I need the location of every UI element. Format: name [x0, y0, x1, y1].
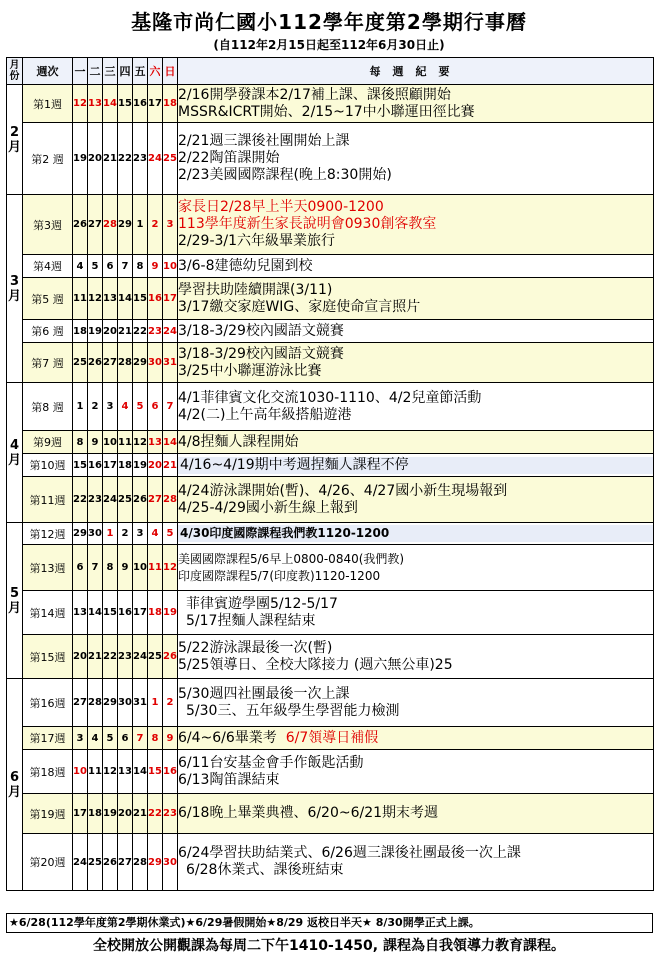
day-cell: 24	[73, 834, 88, 891]
day-cell: 8	[148, 727, 163, 750]
footer-line: 全校開放公開觀課為每周二下午1410-1450, 課程為自我領導力教育課程。	[93, 938, 565, 954]
day-cell: 22	[148, 794, 163, 834]
event-line: 3/25中小聯運游泳比賽	[178, 362, 322, 379]
day-cell: 19	[133, 454, 148, 477]
event-line: 4/1菲律賓文化交流1030-1110、4/2兒童節活動	[178, 389, 482, 406]
day-cell: 30	[118, 679, 133, 727]
day-cell: 7	[118, 255, 133, 278]
day-cell: 15	[133, 278, 148, 320]
day-cell: 3	[73, 727, 88, 750]
week-events	[178, 635, 654, 679]
day-cell: 30	[148, 343, 163, 383]
week-events	[178, 679, 654, 727]
day-cell: 17	[163, 278, 178, 320]
week-events	[178, 195, 654, 255]
day-cell: 23	[88, 477, 103, 523]
day-cell: 19	[88, 320, 103, 343]
day-cell: 18	[73, 320, 88, 343]
day-cell: 21	[118, 320, 133, 343]
week-row	[7, 195, 654, 255]
day-cell: 15	[103, 591, 118, 635]
day-cell: 13	[88, 85, 103, 123]
day-cell: 28	[133, 834, 148, 891]
week-label: 第13週	[23, 545, 73, 591]
event-line: 6/24學習扶助結業式、6/26週三課後社團最後一次上課	[178, 845, 521, 861]
week-row	[7, 591, 654, 635]
day-cell: 4	[73, 255, 88, 278]
header-row	[7, 58, 654, 85]
week-label: 第12週	[23, 523, 73, 545]
week-label: 第14週	[23, 591, 73, 635]
week-events	[178, 794, 654, 834]
header-day-thu: 四	[118, 58, 133, 85]
day-cell: 15	[148, 750, 163, 794]
event-line: 2/16開學發課本2/17補上課、課後照顧開始	[178, 86, 451, 103]
day-cell: 15	[118, 85, 133, 123]
day-cell: 25	[88, 834, 103, 891]
week-events	[178, 477, 654, 523]
event-line: 2/29-3/1六年級畢業旅行	[178, 233, 336, 249]
event-line: 5/17捏麵人課程結束	[186, 612, 316, 629]
day-cell: 26	[73, 195, 88, 255]
day-cell: 10	[73, 750, 88, 794]
day-cell: 1	[73, 383, 88, 431]
week-row	[7, 545, 654, 591]
week-row	[7, 278, 654, 320]
event-line: 家長日2/28早上半天0900-1200	[178, 199, 384, 215]
event-text: 6/4~6/6畢業考	[178, 729, 277, 746]
event-line: 2/21週三課後社團開始上課	[178, 133, 350, 149]
header-day-mon: 一	[73, 58, 88, 85]
week-row	[7, 123, 654, 195]
day-cell: 24	[103, 477, 118, 523]
event-line: 4/8捏麵人課程開始	[178, 433, 299, 450]
day-cell: 13	[118, 750, 133, 794]
week-label: 第20週	[23, 834, 73, 891]
week-events	[178, 343, 654, 383]
event-line: 印度國際課程5/7(印度教)1120-1200	[178, 568, 381, 583]
day-cell: 7	[163, 383, 178, 431]
week-events	[178, 523, 654, 545]
event-line: 5/30三、五年級學生學習能力檢測	[186, 702, 400, 719]
header-week: 週次	[23, 58, 73, 85]
week-label: 第3週	[23, 195, 73, 255]
day-cell: 2	[118, 523, 133, 545]
day-cell: 14	[103, 85, 118, 123]
day-cell: 30	[88, 523, 103, 545]
week-label: 第18週	[23, 750, 73, 794]
day-cell: 23	[118, 635, 133, 679]
day-cell: 9	[163, 727, 178, 750]
week-label: 第17週	[23, 727, 73, 750]
day-cell: 10	[103, 431, 118, 454]
week-events	[178, 320, 654, 343]
day-cell: 1	[133, 195, 148, 255]
day-cell: 16	[148, 278, 163, 320]
day-cell: 17	[133, 591, 148, 635]
event-line: 4/2(二)上午高年級搭船遊港	[178, 406, 352, 423]
day-cell: 27	[103, 343, 118, 383]
day-cell: 19	[103, 794, 118, 834]
event-line: 3/6-8建德幼兒園到校	[178, 257, 313, 274]
day-cell: 20	[148, 454, 163, 477]
day-cell: 6	[103, 255, 118, 278]
day-cell: 17	[103, 454, 118, 477]
week-label: 第2 週	[23, 123, 73, 195]
day-cell: 23	[133, 123, 148, 195]
day-cell: 21	[163, 454, 178, 477]
day-cell: 18	[118, 454, 133, 477]
week-row	[7, 794, 654, 834]
day-cell: 28	[103, 195, 118, 255]
event-line: 6/13陶笛課結束	[178, 771, 280, 788]
day-cell: 12	[133, 431, 148, 454]
day-cell: 6	[73, 545, 88, 591]
week-events	[178, 431, 654, 454]
day-cell: 13	[103, 278, 118, 320]
day-cell: 3	[103, 383, 118, 431]
week-events	[178, 591, 654, 635]
day-cell: 21	[103, 123, 118, 195]
day-cell: 26	[88, 343, 103, 383]
week-label: 第1週	[23, 85, 73, 123]
week-label: 第19週	[23, 794, 73, 834]
day-cell: 8	[73, 431, 88, 454]
week-events	[178, 454, 654, 477]
event-line: 3/18-3/29校內國語文競賽	[178, 322, 344, 339]
day-cell: 11	[148, 545, 163, 591]
event-line: 2/23美國國際課程(晚上8:30開始)	[178, 167, 392, 183]
event-line: 2/22陶笛課開始	[178, 150, 280, 166]
week-row	[7, 85, 654, 123]
day-cell: 20	[103, 320, 118, 343]
day-cell: 22	[103, 635, 118, 679]
event-line: 美國國際課程5/6早上0800-0840(我們教)	[178, 551, 405, 566]
week-row	[7, 255, 654, 278]
event-line: 6/28休業式、課後班結束	[186, 862, 344, 878]
day-cell: 18	[88, 794, 103, 834]
day-cell: 14	[118, 278, 133, 320]
day-cell: 18	[163, 85, 178, 123]
event-line: 3/18-3/29校內國語文競賽	[178, 345, 344, 362]
day-cell: 2	[88, 383, 103, 431]
event-line: MSSR&ICRT開始、2/15~17中小聯運田徑比賽	[178, 103, 475, 120]
day-cell: 25	[148, 635, 163, 679]
week-events	[178, 750, 654, 794]
week-row	[7, 727, 654, 750]
day-cell: 25	[73, 343, 88, 383]
event-line: 113學年度新生家長說明會0930創客教室	[178, 216, 437, 232]
day-cell: 20	[73, 635, 88, 679]
day-cell: 11	[73, 278, 88, 320]
week-label: 第6 週	[23, 320, 73, 343]
week-row	[7, 477, 654, 523]
day-cell: 4	[118, 383, 133, 431]
day-cell: 15	[73, 454, 88, 477]
event-line	[178, 730, 653, 747]
day-cell: 1	[103, 523, 118, 545]
day-cell: 9	[118, 545, 133, 591]
week-row	[7, 343, 654, 383]
month-jun: 6月	[7, 679, 23, 891]
day-cell: 12	[163, 545, 178, 591]
day-cell: 25	[118, 477, 133, 523]
day-cell: 16	[88, 454, 103, 477]
day-cell: 3	[133, 523, 148, 545]
month-may: 5月	[7, 523, 23, 679]
day-cell: 16	[133, 85, 148, 123]
week-events	[178, 834, 654, 891]
day-cell: 26	[103, 834, 118, 891]
week-events	[178, 85, 654, 123]
header-day-tue: 二	[88, 58, 103, 85]
day-cell: 17	[148, 85, 163, 123]
day-cell: 27	[148, 477, 163, 523]
week-events	[178, 123, 654, 195]
day-cell: 19	[73, 123, 88, 195]
month-mar: 3月	[7, 195, 23, 383]
day-cell: 21	[88, 635, 103, 679]
day-cell: 29	[118, 195, 133, 255]
day-cell: 2	[163, 679, 178, 727]
day-cell: 6	[118, 727, 133, 750]
event-line: 5/25領導日、全校大隊接力 (週六無公車)25	[178, 656, 453, 673]
day-cell: 12	[88, 278, 103, 320]
event-line: 4/25-4/29國小新生線上報到	[178, 499, 358, 516]
day-cell: 12	[103, 750, 118, 794]
day-cell: 16	[163, 750, 178, 794]
day-cell: 5	[103, 727, 118, 750]
week-label: 第10週	[23, 454, 73, 477]
week-label: 第5 週	[23, 278, 73, 320]
day-cell: 29	[148, 834, 163, 891]
week-row	[7, 834, 654, 891]
day-cell: 29	[103, 679, 118, 727]
week-row	[7, 454, 654, 477]
header-events: 每週紀要	[178, 58, 654, 85]
day-cell: 13	[148, 431, 163, 454]
week-events	[178, 278, 654, 320]
day-cell: 22	[133, 320, 148, 343]
day-cell: 10	[163, 255, 178, 278]
day-cell: 24	[133, 635, 148, 679]
header-day-sun: 日	[163, 58, 178, 85]
week-label: 第7 週	[23, 343, 73, 383]
event-line: 5/30週四社團最後一次上課	[178, 685, 350, 702]
week-label: 第16週	[23, 679, 73, 727]
day-cell: 7	[88, 545, 103, 591]
day-cell: 13	[73, 591, 88, 635]
day-cell: 27	[88, 195, 103, 255]
day-cell: 20	[88, 123, 103, 195]
month-apr: 4月	[7, 383, 23, 523]
day-cell: 28	[118, 343, 133, 383]
day-cell: 28	[88, 679, 103, 727]
week-label: 第15週	[23, 635, 73, 679]
day-cell: 11	[88, 750, 103, 794]
day-cell: 23	[148, 320, 163, 343]
week-events	[178, 545, 654, 591]
day-cell: 10	[133, 545, 148, 591]
week-row	[7, 750, 654, 794]
event-line: 6/18晚上畢業典禮、6/20~6/21期末考週	[178, 805, 439, 821]
day-cell: 8	[103, 545, 118, 591]
week-row	[7, 320, 654, 343]
day-cell: 19	[163, 591, 178, 635]
day-cell: 6	[148, 383, 163, 431]
day-cell: 3	[163, 195, 178, 255]
event-line: 4/30印度國際課程我們教1120-1200	[178, 525, 653, 542]
day-cell: 29	[133, 343, 148, 383]
day-cell: 11	[118, 431, 133, 454]
footer-note: ★6/28(112學年度第2學期休業式)★6/29暑假開始★8/29 返校日半天★ 8/30開學正式上課。	[6, 913, 653, 933]
day-cell: 5	[133, 383, 148, 431]
event-line: 4/24游泳課開始(暫)、4/26、4/27國小新生現場報到	[178, 482, 508, 499]
week-label: 第4週	[23, 255, 73, 278]
day-cell: 16	[118, 591, 133, 635]
week-label: 第9週	[23, 431, 73, 454]
month-feb: 2月	[7, 85, 23, 195]
day-cell: 18	[148, 591, 163, 635]
day-cell: 20	[118, 794, 133, 834]
day-cell: 9	[148, 255, 163, 278]
day-cell: 8	[133, 255, 148, 278]
day-cell: 2	[148, 195, 163, 255]
day-cell: 14	[88, 591, 103, 635]
day-cell: 27	[118, 834, 133, 891]
event-line: 6/11台安基金會手作飯匙活動	[178, 754, 364, 771]
day-cell: 31	[163, 343, 178, 383]
day-cell: 1	[148, 679, 163, 727]
day-cell: 5	[88, 255, 103, 278]
day-cell: 17	[73, 794, 88, 834]
event-line: 菲律賓遊學團5/12-5/17	[186, 595, 338, 612]
week-row	[7, 523, 654, 545]
day-cell: 28	[163, 477, 178, 523]
day-cell: 22	[118, 123, 133, 195]
header-day-fri: 五	[133, 58, 148, 85]
event-line: 4/16~4/19期中考週捏麵人課程不停	[178, 457, 653, 474]
day-cell: 24	[148, 123, 163, 195]
day-cell: 14	[133, 750, 148, 794]
day-cell: 30	[163, 834, 178, 891]
day-cell: 12	[73, 85, 88, 123]
week-events	[178, 255, 654, 278]
event-text-red: 6/7領導日補假	[285, 729, 379, 746]
day-cell: 14	[163, 431, 178, 454]
day-cell: 26	[163, 635, 178, 679]
event-line: 3/17繳交家庭WIG、家庭使命宣言照片	[178, 298, 421, 315]
week-label: 第11週	[23, 477, 73, 523]
week-events	[178, 727, 654, 750]
day-cell: 9	[88, 431, 103, 454]
day-cell: 31	[133, 679, 148, 727]
day-cell: 24	[163, 320, 178, 343]
event-line: 5/22游泳課最後一次(暫)	[178, 639, 333, 656]
day-cell: 22	[73, 477, 88, 523]
calendar-table	[6, 57, 654, 891]
day-cell: 26	[133, 477, 148, 523]
page-title: 基隆市尚仁國小112學年度第2學期行事曆	[131, 10, 527, 34]
day-cell: 5	[163, 523, 178, 545]
day-cell: 4	[88, 727, 103, 750]
week-row	[7, 679, 654, 727]
header-day-sat: 六	[148, 58, 163, 85]
event-line: 學習扶助陸續開課(3/11)	[178, 281, 333, 298]
day-cell: 23	[163, 794, 178, 834]
day-cell: 25	[163, 123, 178, 195]
week-label: 第8 週	[23, 383, 73, 431]
header-month: 月份	[7, 58, 23, 85]
day-cell: 21	[133, 794, 148, 834]
day-cell: 4	[148, 523, 163, 545]
day-cell: 29	[73, 523, 88, 545]
day-cell: 27	[73, 679, 88, 727]
header-day-wed: 三	[103, 58, 118, 85]
week-events	[178, 383, 654, 431]
day-cell: 7	[133, 727, 148, 750]
week-row	[7, 635, 654, 679]
week-row	[7, 383, 654, 431]
page-subtitle: (自112年2月15日起至112年6月30日止)	[213, 38, 445, 52]
week-row	[7, 431, 654, 454]
